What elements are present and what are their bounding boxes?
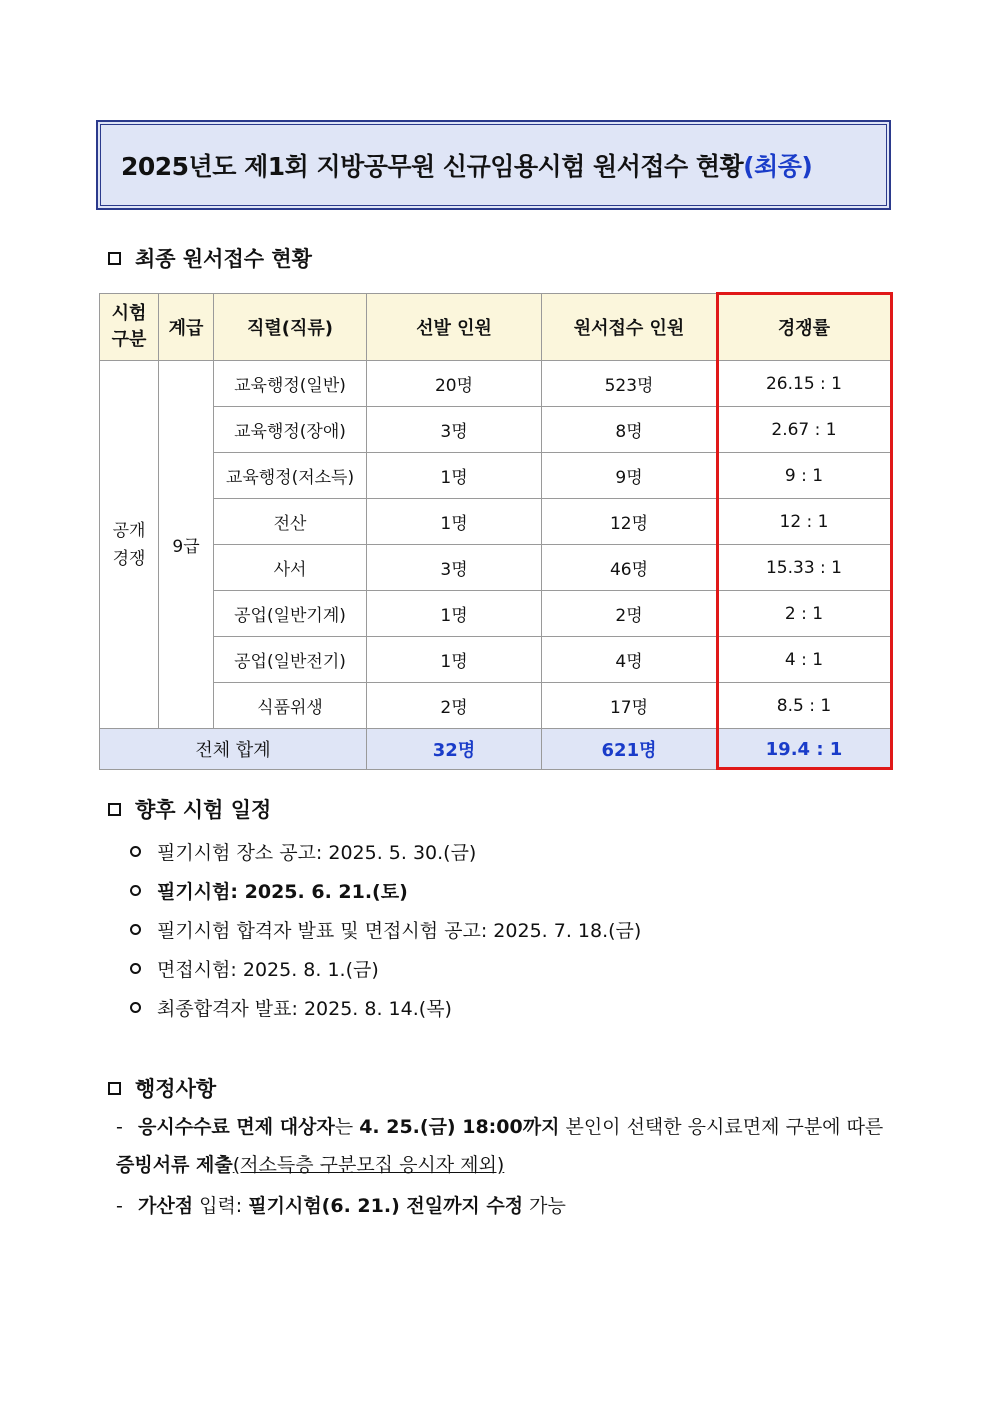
- schedule-text: 최종합격자 발표: 2025. 8. 14.(목): [157, 998, 452, 1020]
- note-text: 가능: [523, 1195, 566, 1217]
- table-row: [100, 361, 892, 407]
- total-quota: 32명: [367, 729, 542, 770]
- ratio-cell: 9 : 1: [717, 453, 892, 499]
- table-row: [100, 591, 892, 637]
- table-row: [100, 407, 892, 453]
- header-applicants: 원서접수 인원: [542, 294, 717, 361]
- dash-bullet: -: [116, 1195, 123, 1217]
- section-heading-schedule: [108, 794, 271, 824]
- circle-bullet-icon: [130, 924, 141, 935]
- quota-cell: 1명: [367, 499, 542, 545]
- title-box: [96, 120, 891, 210]
- total-applicants: 621명: [542, 729, 717, 770]
- square-bullet-icon: [108, 803, 121, 816]
- table-row: [100, 453, 892, 499]
- section-heading-text: 최종 원서접수 현황: [135, 247, 312, 271]
- admin-note-1: [116, 1108, 896, 1184]
- applicants-cell: 2명: [542, 591, 717, 637]
- admin-note-2: [116, 1187, 896, 1225]
- position-cell: 교육행정(장애): [214, 407, 367, 453]
- applicants-cell: 523명: [542, 361, 717, 407]
- quota-cell: 20명: [367, 361, 542, 407]
- ratio-cell: 2 : 1: [717, 591, 892, 637]
- applicants-cell: 4명: [542, 637, 717, 683]
- applicants-cell: 9명: [542, 453, 717, 499]
- table-row: [100, 499, 892, 545]
- header-grade: 계급: [159, 294, 214, 361]
- applicants-cell: 17명: [542, 683, 717, 729]
- position-cell: 공업(일반기계): [214, 591, 367, 637]
- schedule-item: [130, 838, 476, 865]
- header-ratio: 경쟁률: [717, 294, 892, 361]
- schedule-text: 면접시험: 2025. 8. 1.(금): [157, 959, 379, 981]
- note-text: 본인이 선택한 응시료면제 구분에 따른: [559, 1116, 884, 1138]
- ratio-cell: 26.15 : 1: [717, 361, 892, 407]
- quota-cell: 1명: [367, 637, 542, 683]
- dash-bullet: -: [116, 1116, 123, 1138]
- quota-cell: 2명: [367, 683, 542, 729]
- position-cell: 교육행정(일반): [214, 361, 367, 407]
- schedule-item: [130, 916, 641, 943]
- schedule-item: [130, 877, 408, 904]
- section-heading-status: [108, 243, 312, 273]
- quota-cell: 1명: [367, 591, 542, 637]
- schedule-item: [130, 955, 379, 982]
- note-bold: 필기시험(6. 21.) 전일까지 수정: [248, 1195, 524, 1217]
- table-row: [100, 637, 892, 683]
- note-bold: 응시수수료 면제 대상자: [138, 1116, 335, 1138]
- status-table: [99, 293, 892, 770]
- title-accent: (최종): [743, 152, 813, 181]
- note-underlined: (저소득층 구분모집 응시자 제외): [232, 1154, 505, 1176]
- table-header-row: [100, 294, 892, 361]
- schedule-item: [130, 994, 452, 1021]
- applicants-cell: 46명: [542, 545, 717, 591]
- note-text: 입력:: [193, 1195, 249, 1217]
- schedule-text: 필기시험 장소 공고: 2025. 5. 30.(금): [157, 842, 477, 864]
- title-inner: [100, 124, 887, 206]
- exam-type-cell: 공개 경쟁: [100, 361, 159, 729]
- position-cell: 사서: [214, 545, 367, 591]
- header-quota: 선발 인원: [367, 294, 542, 361]
- circle-bullet-icon: [130, 846, 141, 857]
- table-total-row: [100, 729, 892, 770]
- note-bold: 4. 25.(금) 18:00까지: [359, 1116, 560, 1138]
- note-text: 는: [334, 1116, 360, 1138]
- grade-cell: 9급: [159, 361, 214, 729]
- quota-cell: 3명: [367, 545, 542, 591]
- table-row: [100, 545, 892, 591]
- square-bullet-icon: [108, 252, 121, 265]
- ratio-cell: 12 : 1: [717, 499, 892, 545]
- table-row: [100, 683, 892, 729]
- position-cell: 전산: [214, 499, 367, 545]
- header-position: 직렬(직류): [214, 294, 367, 361]
- ratio-cell: 2.67 : 1: [717, 407, 892, 453]
- schedule-text: 필기시험: 2025. 6. 21.(토): [157, 881, 408, 903]
- applicants-cell: 12명: [542, 499, 717, 545]
- square-bullet-icon: [108, 1082, 121, 1095]
- circle-bullet-icon: [130, 963, 141, 974]
- ratio-cell: 8.5 : 1: [717, 683, 892, 729]
- section-heading-admin: [108, 1073, 216, 1103]
- section-heading-text: 향후 시험 일정: [135, 798, 272, 822]
- header-exam-type: 시험 구분: [100, 294, 159, 361]
- page-title: 2025년도 제1회 지방공무원 신규임용시험 원서접수 현황: [121, 152, 744, 181]
- schedule-text: 필기시험 합격자 발표 및 면접시험 공고: 2025. 7. 18.(금): [157, 920, 642, 942]
- section-heading-text: 행정사항: [135, 1077, 217, 1101]
- circle-bullet-icon: [130, 1002, 141, 1013]
- ratio-cell: 15.33 : 1: [717, 545, 892, 591]
- note-bold: 가산점: [138, 1195, 194, 1217]
- total-ratio: 19.4 : 1: [717, 729, 892, 770]
- position-cell: 식품위생: [214, 683, 367, 729]
- position-cell: 공업(일반전기): [214, 637, 367, 683]
- note-bold: 증빙서류 제출: [116, 1154, 233, 1176]
- quota-cell: 1명: [367, 453, 542, 499]
- total-label: 전체 합계: [100, 729, 367, 770]
- position-cell: 교육행정(저소득): [214, 453, 367, 499]
- applicants-cell: 8명: [542, 407, 717, 453]
- circle-bullet-icon: [130, 885, 141, 896]
- ratio-cell: 4 : 1: [717, 637, 892, 683]
- quota-cell: 3명: [367, 407, 542, 453]
